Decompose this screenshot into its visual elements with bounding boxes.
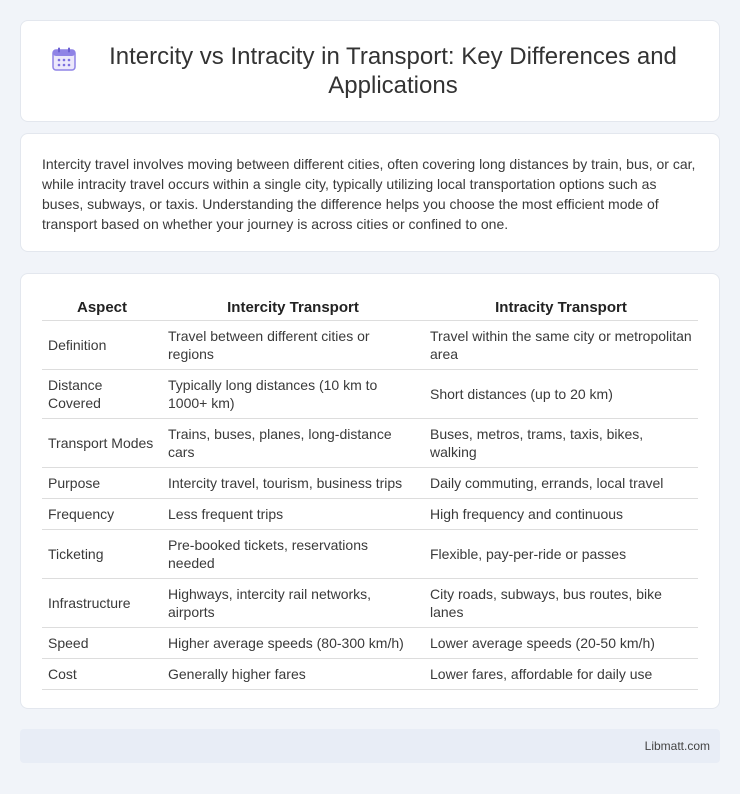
table-row xyxy=(42,320,698,369)
title-card xyxy=(20,20,720,122)
intracity-cell: Travel within the same city or metropolitan area xyxy=(424,320,698,369)
title-wrap xyxy=(21,21,719,121)
table-row xyxy=(42,369,698,418)
intracity-cell: Flexible, pay-per-ride or passes xyxy=(424,529,698,578)
comparison-table xyxy=(42,295,698,690)
table-row xyxy=(42,627,698,658)
table-row xyxy=(42,498,698,529)
table-row xyxy=(42,467,698,498)
intracity-cell: Short distances (up to 20 km) xyxy=(424,369,698,418)
footer-site-link[interactable]: Libmatt.com xyxy=(644,739,710,753)
table-row xyxy=(42,578,698,627)
intracity-cell: City roads, subways, bus routes, bike lanes xyxy=(424,578,698,627)
aspect-cell: Distance Covered xyxy=(42,369,162,418)
intercity-cell: Higher average speeds (80-300 km/h) xyxy=(162,627,424,658)
aspect-cell: Purpose xyxy=(42,467,162,498)
calendar-icon xyxy=(51,46,77,72)
intracity-cell: Buses, metros, trams, taxis, bikes, walking xyxy=(424,418,698,467)
aspect-cell: Ticketing xyxy=(42,529,162,578)
intracity-cell: Lower average speeds (20-50 km/h) xyxy=(424,627,698,658)
header-intercity: Intercity Transport xyxy=(162,295,424,320)
aspect-cell: Infrastructure xyxy=(42,578,162,627)
intercity-cell: Less frequent trips xyxy=(162,498,424,529)
intro-paragraph: Intercity travel involves moving between different cities, often covering long distances by train, bus, or car, while intracity travel occurs within a single city, typically utilizing local transportation options such as buses, subways, or taxis. Understanding the difference helps you choose the most efficient mode of transport based on whether your journey is across cities or confined to one. xyxy=(42,156,696,232)
intercity-cell: Pre-booked tickets, reservations needed xyxy=(162,529,424,578)
aspect-cell: Frequency xyxy=(42,498,162,529)
intercity-cell: Trains, buses, planes, long-distance cars xyxy=(162,418,424,467)
footer xyxy=(20,729,720,763)
intercity-cell: Highways, intercity rail networks, airports xyxy=(162,578,424,627)
intercity-cell: Travel between different cities or regions xyxy=(162,320,424,369)
aspect-cell: Speed xyxy=(42,627,162,658)
table-header-row xyxy=(42,295,698,320)
table-row xyxy=(42,418,698,467)
intracity-cell: Lower fares, affordable for daily use xyxy=(424,658,698,689)
table-card xyxy=(20,273,720,709)
intercity-cell: Typically long distances (10 km to 1000+ km) xyxy=(162,369,424,418)
intro-card xyxy=(20,133,720,252)
aspect-cell: Cost xyxy=(42,658,162,689)
page-title: Intercity vs Intracity in Transport: Key Differences and Applications xyxy=(109,43,677,99)
table-row xyxy=(42,529,698,578)
aspect-cell: Transport Modes xyxy=(42,418,162,467)
table-row xyxy=(42,658,698,689)
intercity-cell: Intercity travel, tourism, business trips xyxy=(162,467,424,498)
header-intracity: Intracity Transport xyxy=(424,295,698,320)
intracity-cell: Daily commuting, errands, local travel xyxy=(424,467,698,498)
aspect-cell: Definition xyxy=(42,320,162,369)
intracity-cell: High frequency and continuous xyxy=(424,498,698,529)
intercity-cell: Generally higher fares xyxy=(162,658,424,689)
header-aspect: Aspect xyxy=(42,295,162,320)
